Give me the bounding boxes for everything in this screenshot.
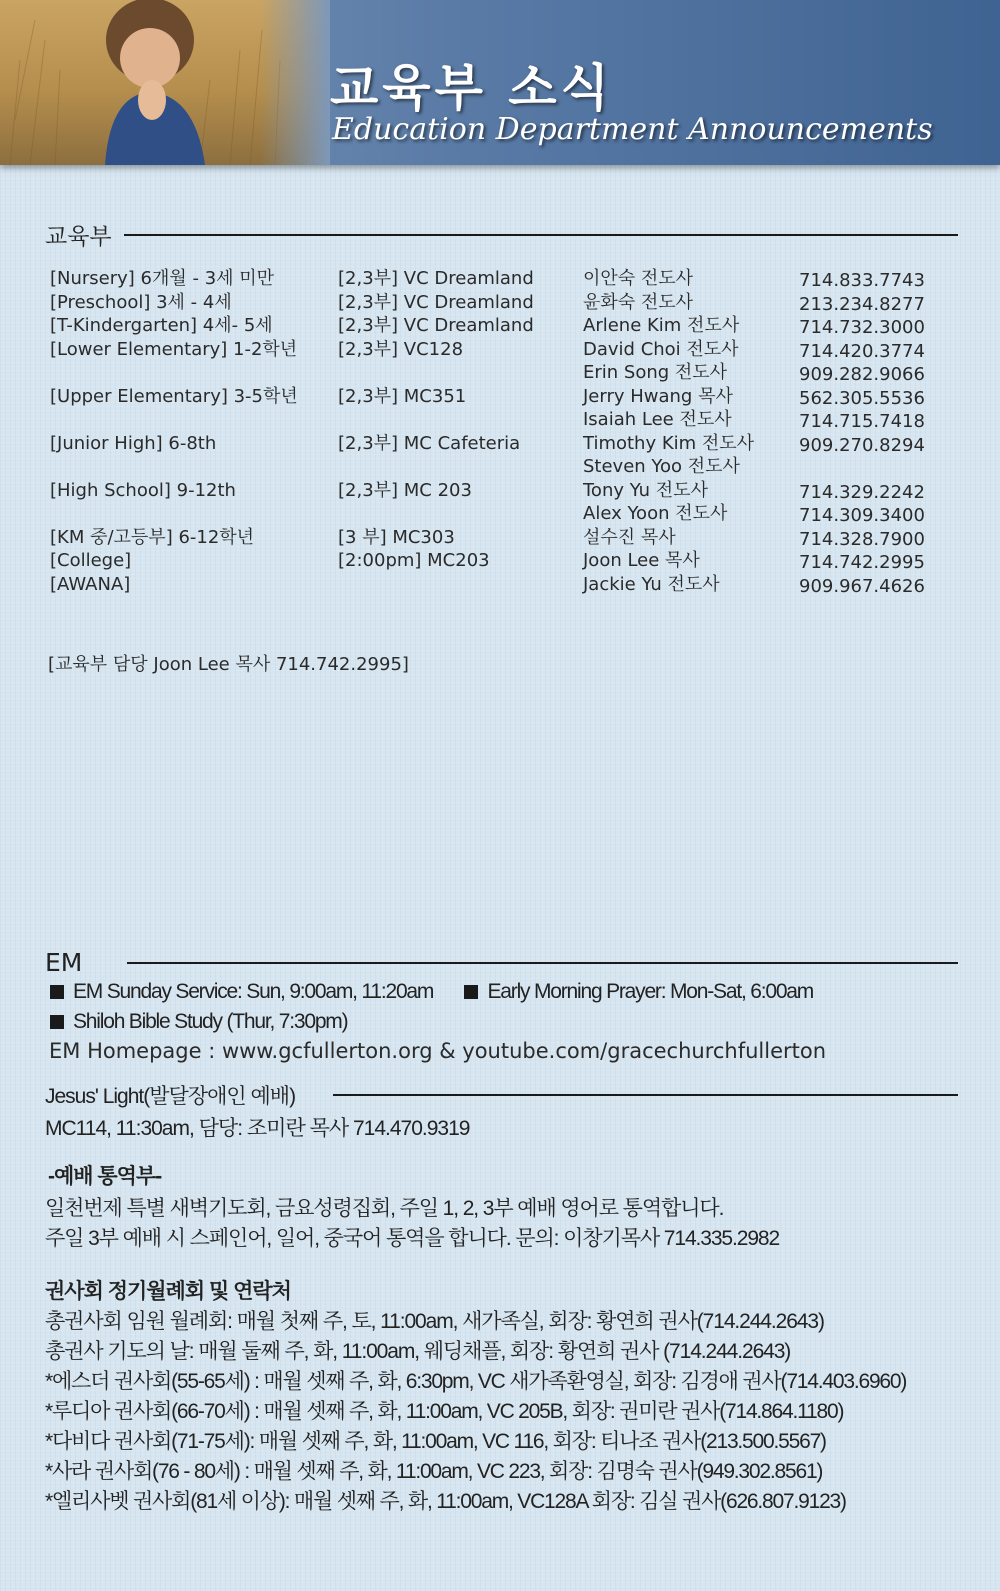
em-service-line xyxy=(50,980,813,1004)
education-heading-label: 교육부 xyxy=(45,224,112,250)
kwonsa-heading: 권사회 정기월례회 및 연락처 xyxy=(45,1280,291,1303)
education-footer: [교육부 담당 Joon Lee 목사 714.742.2995] xyxy=(48,654,409,675)
contact-name: 설수진 목사 xyxy=(583,526,676,548)
contact-name: Joon Lee 목사 xyxy=(583,550,700,571)
group-nursery: [Nursery] 6개월 - 3세 미만 xyxy=(50,268,275,289)
contact-phone: 714.328.7900 xyxy=(799,528,925,550)
contact-name: Isaiah Lee 전도사 xyxy=(583,409,732,430)
contact-phone: 714.309.3400 xyxy=(799,505,925,526)
location-t-kindergarten: [2,3부] VC Dreamland xyxy=(338,315,534,336)
location-lower-elementary: [2,3부] VC128 xyxy=(338,338,464,360)
education-groups-column xyxy=(50,267,298,596)
em-prayer: Early Morning Prayer: Mon-Sat, 6:00am xyxy=(487,980,814,1003)
header-banner xyxy=(0,0,1000,165)
location-awana xyxy=(338,573,534,597)
contact-name: Arlene Kim 전도사 xyxy=(583,315,740,336)
kwonsa-line-2: 총권사 기도의 날: 매월 둘째 주, 화, 11:00am, 웨딩채플, 회장: 황연희 권사 (714.244.2643) xyxy=(45,1340,791,1363)
bullet-square-icon xyxy=(464,985,478,999)
contact-phone: 909.967.4626 xyxy=(799,575,925,597)
contact-phone: 714.715.7418 xyxy=(799,411,925,432)
education-heading xyxy=(45,218,958,251)
group-upper-elementary: [Upper Elementary] 3-5학년 xyxy=(50,385,298,407)
contact-phone: 562.305.5536 xyxy=(799,387,925,409)
interpretation-line-1: 일천번제 특별 새벽기도회, 금요성령집회, 주일 1, 2, 3부 예배 영어로 통역합니다. xyxy=(45,1197,724,1220)
bullet-square-icon xyxy=(50,985,64,999)
page-subtitle: Education Department Announcements xyxy=(332,112,933,147)
group-awana: [AWANA] xyxy=(50,573,131,595)
jesus-light-info: MC114, 11:30am, 담당: 조미란 목사 714.470.9319 xyxy=(45,1117,470,1140)
location-high-school: [2,3부] MC 203 xyxy=(338,479,472,501)
contact-name: Erin Song 전도사 xyxy=(583,362,728,383)
contact-phone: 714.329.2242 xyxy=(799,481,925,503)
location-upper-elementary: [2,3부] MC351 xyxy=(338,385,467,407)
group-t-kindergarten: [T-Kindergarten] 4세- 5세 xyxy=(50,315,273,336)
kwonsa-line-1: 총권사회 임원 월례회: 매월 첫째 주, 토, 11:00am, 새가족실, 회장: 황연희 권사(714.244.2643) xyxy=(45,1310,824,1333)
contact-name: David Choi 전도사 xyxy=(583,338,739,360)
kwonsa-line-5: *다비다 권사회(71-75세): 매월 셋째 주, 화, 11:00am, VC 116, 회장: 티나조 권사(213.500.5567) xyxy=(45,1430,826,1453)
em-homepage: EM Homepage : www.gcfullerton.org & youtube.com/gracechurchfullerton xyxy=(49,1039,827,1063)
contact-phone: 714.420.3774 xyxy=(799,340,925,362)
em-bible-study-line xyxy=(50,1010,347,1034)
kwonsa-line-4: *루디아 권사회(66-70세) : 매월 셋째 주, 화, 11:00am, VC 205B, 회장: 권미란 권사(714.864.1180) xyxy=(45,1400,844,1423)
jesus-light-heading xyxy=(45,1080,958,1110)
contact-name: Timothy Kim 전도사 xyxy=(583,432,755,454)
education-rule xyxy=(124,234,958,236)
location-nursery: [2,3부] VC Dreamland xyxy=(338,268,534,289)
contact-phone: 909.270.8294 xyxy=(799,434,925,456)
contact-name: Steven Yoo 전도사 xyxy=(583,456,740,477)
contact-phone: 213.234.8277 xyxy=(799,293,925,315)
group-lower-elementary: [Lower Elementary] 1-2학년 xyxy=(50,338,298,360)
em-rule xyxy=(127,962,958,964)
contact-phone: 714.833.7743 xyxy=(799,270,925,291)
contact-phone: 714.732.3000 xyxy=(799,317,925,338)
group-km: [KM 중/고등부] 6-12학년 xyxy=(50,526,255,548)
interpretation-heading: -예배 통역부- xyxy=(48,1165,162,1188)
contact-phone xyxy=(799,457,925,481)
jesus-light-heading-label: Jesus' Light(발달장애인 예배) xyxy=(45,1085,296,1108)
education-locations-column xyxy=(338,267,534,596)
em-bible-study: Shiloh Bible Study (Thur, 7:30pm) xyxy=(73,1010,348,1033)
em-heading xyxy=(45,948,958,977)
header-photo xyxy=(0,0,330,165)
location-junior-high: [2,3부] MC Cafeteria xyxy=(338,432,521,454)
group-junior-high: [Junior High] 6-8th xyxy=(50,432,217,454)
contact-name: Jerry Hwang 목사 xyxy=(583,385,733,407)
photo-fade xyxy=(260,0,330,165)
contact-phone: 714.742.2995 xyxy=(799,552,925,573)
contact-name: Alex Yoon 전도사 xyxy=(583,503,728,524)
contact-phone: 909.282.9066 xyxy=(799,364,925,385)
location-college: [2:00pm] MC203 xyxy=(338,550,490,571)
education-phones-column xyxy=(799,269,925,598)
interpretation-line-2: 주일 3부 예배 시 스페인어, 일어, 중국어 통역을 합니다. 문의: 이창기목사 714.335.2982 xyxy=(45,1227,780,1250)
kwonsa-line-6: *사라 권사회(76 - 80세) : 매월 셋째 주, 화, 11:00am, VC 223, 회장: 김명숙 권사(949.302.8561) xyxy=(45,1460,823,1483)
jesus-light-rule xyxy=(333,1094,958,1096)
page-title: 교육부 소식 xyxy=(330,59,613,117)
group-high-school: [High School] 9-12th xyxy=(50,479,236,501)
em-service: EM Sunday Service: Sun, 9:00am, 11:20am xyxy=(73,980,434,1003)
em-heading-label: EM xyxy=(45,948,83,977)
group-college: [College] xyxy=(50,550,132,571)
contact-name: Jackie Yu 전도사 xyxy=(583,573,720,595)
kwonsa-line-7: *엘리사벳 권사회(81세 이상): 매월 셋째 주, 화, 11:00am, VC128A 회장: 김실 권사(626.807.9123) xyxy=(45,1490,846,1513)
kwonsa-line-3: *에스더 권사회(55-65세) : 매월 셋째 주, 화, 6:30pm, VC 새가족환영실, 회장: 김경애 권사(714.403.6960) xyxy=(45,1370,907,1393)
contact-name: Tony Yu 전도사 xyxy=(583,479,708,501)
group-preschool: [Preschool] 3세 - 4세 xyxy=(50,291,232,313)
contact-name: 윤화숙 전도사 xyxy=(583,291,694,313)
contact-name: 이안숙 전도사 xyxy=(583,268,694,289)
location-preschool: [2,3부] VC Dreamland xyxy=(338,291,534,313)
location-km: [3 부] MC303 xyxy=(338,526,455,548)
bullet-square-icon xyxy=(50,1015,64,1029)
education-contacts-column xyxy=(583,267,754,596)
